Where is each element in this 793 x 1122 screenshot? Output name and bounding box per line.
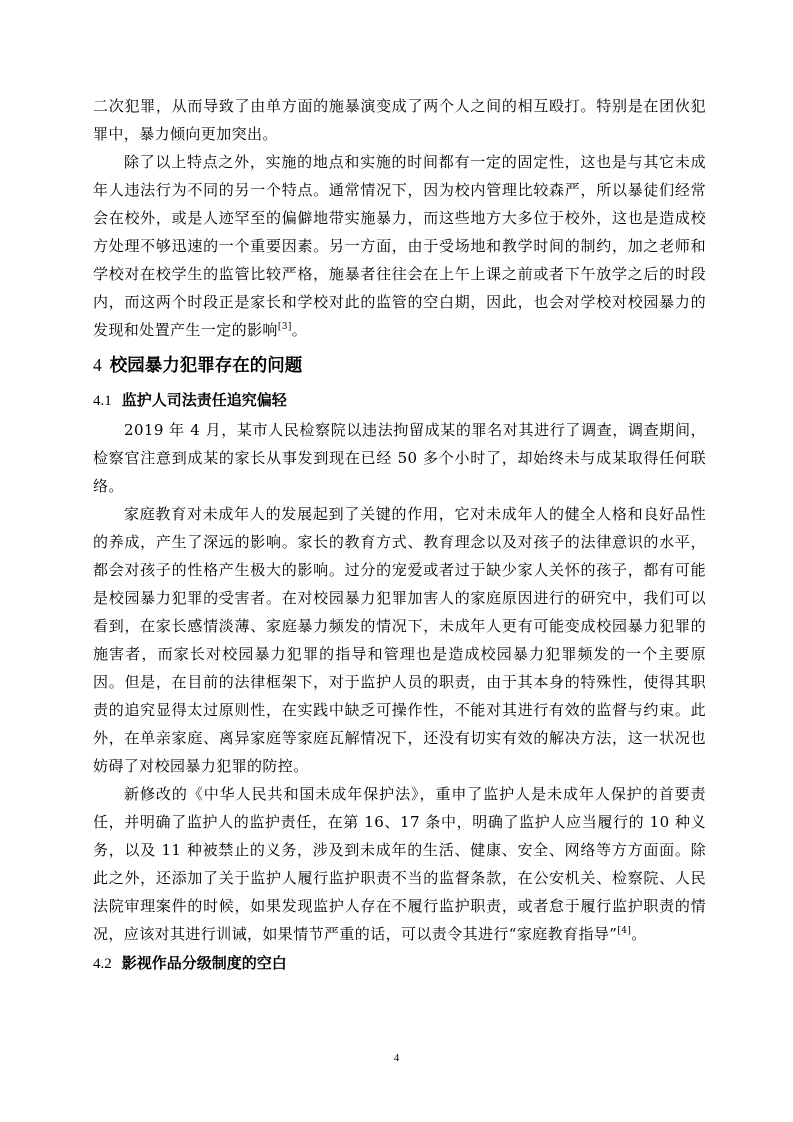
paragraph-text: 家庭教育对未成年人的发展起到了关键的作用，它对未成年人的健全人格和良好品性的养成，产生了深远的影响。家长的教育方式、教育理念以及对孩子的法律意识的水平，都会对孩子的性格产生极大的影响。过分的宠爱或者过于缺少家人关怀的孩子，都有可能是校园暴力犯罪的受害者。在对校园暴力犯罪加害人的家庭原因进行的研究中，我们可以看到，在家长感情淡薄、家庭暴力频发的情况下，未成年人更有可能变成校园暴力犯罪的施害者，而家长对校园暴力犯罪的指导和管理也是造成校园暴力犯罪频发的一个主要原因。但是，在目前的法律框架下，对于监护人员的职责，由于其本身的特殊性，使得其职责的追究显得太过原则性，在实践中缺乏可操作性，不能对其进行有效的监督与约束。此外，在单亲家庭、离异家庭等家庭瓦解情况下，还没有切实有效的解决方法，这一状况也妨碍了对校园暴力犯罪的防控。	[93, 505, 706, 775]
subsection-heading	[93, 948, 706, 979]
page-content	[93, 92, 706, 979]
page-number: 4	[393, 1052, 400, 1064]
subsection-title: 监护人司法责任追究偏轻	[121, 391, 287, 409]
subsection-heading	[93, 385, 706, 416]
paragraph	[93, 148, 706, 344]
paragraph-end: 。	[291, 321, 308, 339]
section-heading	[93, 348, 706, 383]
subsection-number: 4.1	[93, 393, 112, 409]
paragraph-end: 。	[631, 925, 647, 943]
paragraph	[93, 780, 706, 948]
subsection-title: 影视作品分级制度的空白	[121, 954, 287, 972]
paragraph-text: 新修改的《中华人民共和国未成年保护法》，重申了监护人是未成年人保护的首要责任，并明确了监护人的监护责任，在第 16、17 条中，明确了监护人应当履行的 10 种义务，以及 11 种被禁止的义务，涉及到未成年的生活、健康、安全、网络等方方面面。除此之外，还添加了关于监护人履行监护职责不当的监督条款，在公安机关、检察院、人民法院审理案件的时候，如果发现监护人存在不履行监护职责，或者怠于履行监护职责的情况，应该对其进行训诫，如果情节严重的话，可以责令其进行“家庭教育指导”	[93, 785, 706, 943]
paragraph	[93, 500, 706, 780]
subsection-number: 4.2	[93, 956, 112, 972]
section-number: 4	[93, 355, 102, 375]
paragraph-text: 2019 年 4 月，某市人民检察院以违法拘留成某的罪名对其进行了调查，调查期间，检察官注意到成某的家长从事发到现在已经 50 多个小时了，却始终未与成某取得任何联络。	[93, 421, 706, 495]
paragraph-text: 除了以上特点之外，实施的地点和实施的时间都有一定的固定性，这也是与其它未成年人违法行为不同的另一个特点。通常情况下，因为校内管理比较森严，所以暴徒们经常会在校外，或是人迹罕至的偏僻地带实施暴力，而这些地方大多位于校外，这也是造成校方处理不够迅速的一个重要因素。另一方面，由于受场地和教学时间的制约，加之老师和学校对在校学生的监管比较严格，施暴者往往会在上午上课之前或者下午放学之后的时段内，而这两个时段正是家长和学校对此的监管的空白期，因此，也会对学校对校园暴力的发现和处置产生一定的影响	[93, 153, 706, 339]
section-title: 校园暴力犯罪存在的问题	[109, 356, 303, 376]
citation-ref[interactable]: [3]	[277, 322, 292, 332]
citation-ref[interactable]: [4]	[617, 926, 632, 936]
paragraph-text: 二次犯罪，从而导致了由单方面的施暴演变成了两个人之间的相互殴打。特别是在团伙犯罪中，暴力倾向更加突出。	[93, 97, 706, 143]
paragraph	[93, 92, 706, 148]
paragraph	[93, 416, 706, 500]
